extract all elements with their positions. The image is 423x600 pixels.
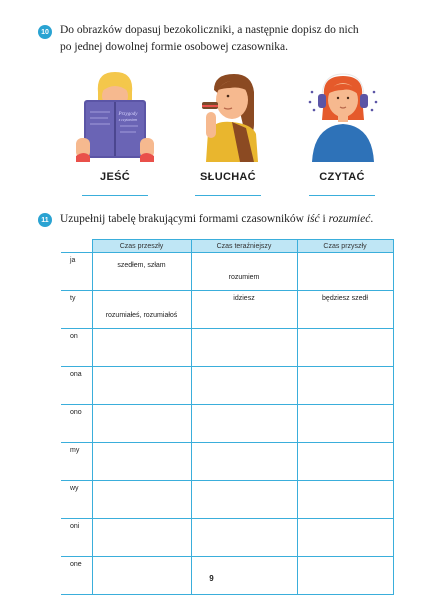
past-cell[interactable] bbox=[92, 519, 191, 557]
present-cell[interactable] bbox=[191, 367, 297, 405]
pronoun-cell: ona bbox=[61, 367, 92, 405]
pronoun-cell: ja bbox=[61, 253, 92, 291]
present-cell[interactable] bbox=[191, 405, 297, 443]
table-row bbox=[61, 291, 393, 329]
past-cell-text: rozumiałeś, rozumiałoś bbox=[105, 312, 178, 319]
pronoun-cell: ono bbox=[61, 405, 92, 443]
past-cell[interactable] bbox=[92, 329, 191, 367]
future-cell[interactable] bbox=[297, 291, 393, 329]
past-cell[interactable] bbox=[92, 367, 191, 405]
header-future-tense: Czas przyszły bbox=[297, 240, 393, 253]
past-cell[interactable] bbox=[92, 291, 191, 329]
answer-line-sluchac[interactable] bbox=[195, 195, 261, 196]
exercise-11-number-badge: 11 bbox=[38, 213, 52, 227]
future-cell[interactable] bbox=[297, 405, 393, 443]
present-cell-text: rozumiem bbox=[228, 274, 260, 281]
exercise-11-verb-isc: iść bbox=[306, 213, 320, 225]
past-cell[interactable] bbox=[92, 405, 191, 443]
header-past-tense: Czas przeszły bbox=[92, 240, 191, 253]
present-cell[interactable] bbox=[191, 253, 297, 291]
past-cell-text: szedłem, szłam bbox=[117, 262, 166, 269]
answer-line-czytac[interactable] bbox=[309, 195, 375, 196]
present-cell-text: idziesz bbox=[233, 295, 255, 302]
table-row bbox=[61, 519, 393, 557]
exercise-11-instruction bbox=[60, 211, 400, 228]
past-cell[interactable] bbox=[92, 481, 191, 519]
pronoun-cell: oni bbox=[61, 519, 92, 557]
future-cell[interactable] bbox=[297, 481, 393, 519]
present-cell[interactable] bbox=[191, 481, 297, 519]
pronoun-cell: one bbox=[61, 557, 92, 595]
future-cell-text: będziesz szedł bbox=[322, 295, 368, 302]
table-row bbox=[61, 443, 393, 481]
exercise-10-instruction-line1: Do obrazków dopasuj bezokoliczniki, a następnie dopisz do nich bbox=[60, 24, 359, 36]
girl-reading-book-illustration bbox=[74, 70, 156, 162]
exercise-10-instruction bbox=[60, 22, 400, 56]
exercise-10-number-badge: 10 bbox=[38, 25, 52, 39]
page-number: 9 bbox=[209, 574, 214, 583]
pronoun-cell: ty bbox=[61, 291, 92, 329]
future-cell[interactable] bbox=[297, 367, 393, 405]
future-cell[interactable] bbox=[297, 519, 393, 557]
verb-label-sluchac: SŁUCHAĆ bbox=[200, 171, 256, 183]
table-row bbox=[61, 367, 393, 405]
verb-forms-table bbox=[61, 239, 394, 595]
girl-with-headphones-illustration bbox=[304, 70, 382, 162]
exercise-11-suffix: . bbox=[370, 213, 374, 225]
verb-label-czytac: CZYTAĆ bbox=[319, 171, 365, 183]
exercise-10-instruction-line2: po jednej dowolnej formie osobowej czasownika. bbox=[60, 41, 289, 53]
present-cell[interactable] bbox=[191, 291, 297, 329]
book-title-line1: Przygody bbox=[118, 112, 138, 117]
present-cell[interactable] bbox=[191, 329, 297, 367]
pronoun-cell: on bbox=[61, 329, 92, 367]
exercise-11-verb-rozumiec: rozumieć bbox=[328, 213, 371, 225]
future-cell[interactable] bbox=[297, 443, 393, 481]
future-cell[interactable] bbox=[297, 329, 393, 367]
header-present-tense: Czas teraźniejszy bbox=[191, 240, 297, 253]
present-cell[interactable] bbox=[191, 519, 297, 557]
table-row bbox=[61, 253, 393, 291]
pronoun-cell: wy bbox=[61, 481, 92, 519]
present-cell[interactable] bbox=[191, 443, 297, 481]
past-cell[interactable] bbox=[92, 443, 191, 481]
answer-line-jesc[interactable] bbox=[82, 195, 148, 196]
exercise-11-connector: i bbox=[319, 213, 329, 225]
table-row bbox=[61, 405, 393, 443]
table-row bbox=[61, 329, 393, 367]
table-corner bbox=[61, 240, 92, 253]
boy-eating-sandwich-illustration bbox=[194, 72, 262, 162]
past-cell[interactable] bbox=[92, 253, 191, 291]
exercise-11-instruction-prefix: Uzupełnij tabelę brakującymi formami czasowników bbox=[60, 213, 307, 225]
future-cell[interactable] bbox=[297, 253, 393, 291]
pronoun-cell: my bbox=[61, 443, 92, 481]
verb-label-jesc: JEŚĆ bbox=[100, 171, 130, 183]
table-row bbox=[61, 481, 393, 519]
book-title-line2: z czytaniem bbox=[118, 117, 138, 122]
